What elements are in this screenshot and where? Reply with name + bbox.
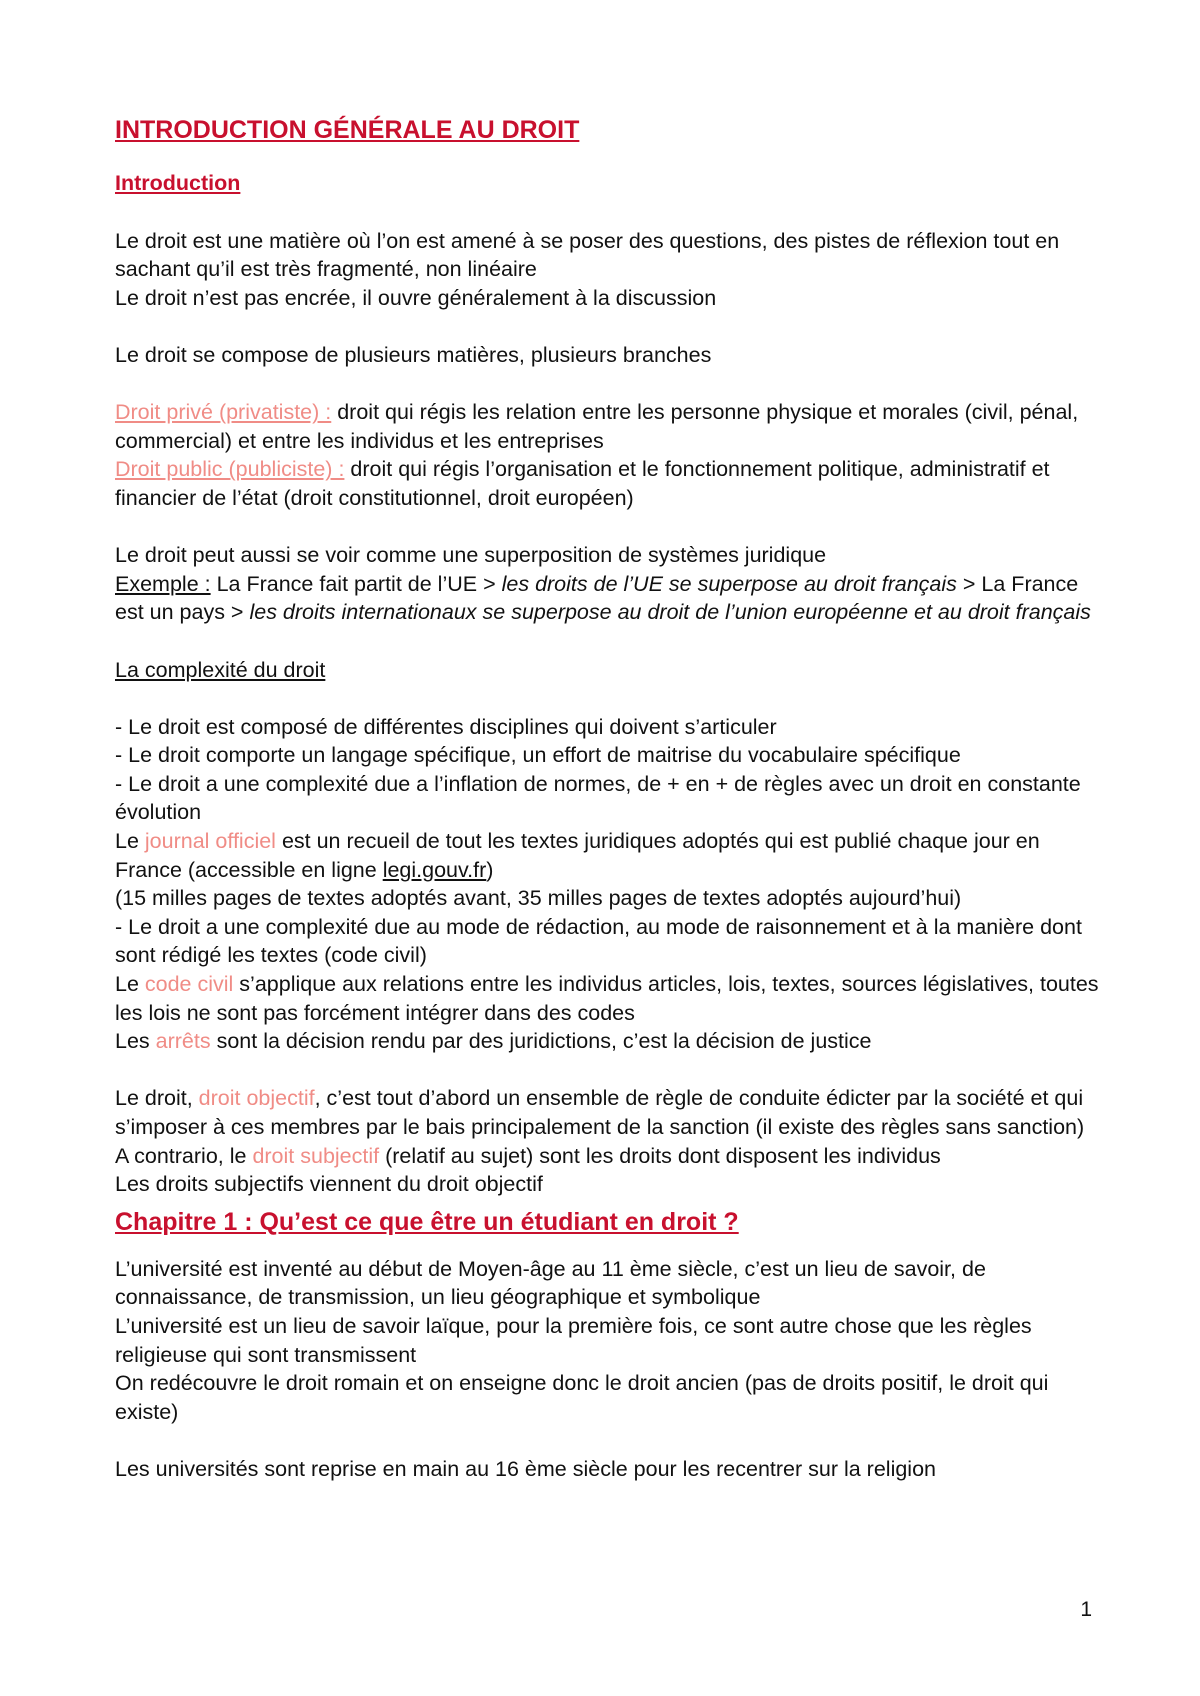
intro-paragraph-1: Le droit est une matière où l’on est amené à se poser des questions, des pistes de réflexion tout en sachant qu’il est très fragmenté, non linéaire [115,228,1060,282]
droit-prive-term: Droit privé (privatiste) : [115,400,332,425]
document-title: INTRODUCTION GÉNÉRALE AU DROIT [115,116,580,144]
jo-text-2: est un recueil de tout les textes juridiques adoptés qui est publié chaque jour en France (accessible en ligne [115,829,1040,882]
chapter-1-paragraph-3: On redécouvre le droit romain et on enseigne donc le droit ancien (pas de droits positif, le droit qui existe) [115,1371,1049,1424]
jo-text-1: Le [115,829,145,854]
droit-objectif-paragraph [115,1084,1105,1141]
exemple-label: Exemple : [115,571,211,596]
droits-subjectifs-line: Les droits subjectifs viennent du droit objectif [115,1172,543,1197]
droit-public-definition [115,455,1105,512]
ar-text-1: Les [115,1029,156,1054]
intro-paragraph-4: Le droit peut aussi se voir comme une superposition de systèmes juridique [115,543,827,568]
cc-text-2: s’applique aux relations entre les individus articles, lois, textes, sources législatives, toutes les lois ne sont pas forcément intégrer dans des codes [115,972,1099,1025]
ar-text-2: sont la décision rendu par des juridictions, c’est la décision de justice [210,1029,872,1054]
exemple-italic-1: les droits de l’UE se superpose au droit français [501,571,957,596]
document-body [115,110,1105,1484]
droit-public-term: Droit public (publiciste) : [115,457,345,482]
complexity-item-2: - Le droit comporte un langage spécifique, un effort de maitrise du vocabulaire spécifique [115,743,961,768]
cc-text-1: Le [115,972,145,997]
chapter-1-paragraph-1: L’université est inventé au début de Moyen-âge au 11 ème siècle, c’est un lieu de savoir, de connaissance, de transmission, un lieu géographique et symbolique [115,1256,986,1310]
journal-officiel-term: journal officiel [144,829,276,854]
exemple-paragraph [115,570,1105,627]
intro-heading: Introduction [115,171,241,195]
arrets-paragraph [115,1027,1105,1056]
page-number: 1 [1080,1598,1092,1621]
complexity-item-3: - Le droit a une complexité due a l’inflation de normes, de + en + de règles avec un droit en constante évolution [115,771,1081,825]
legi-gouv-link[interactable]: legi.gouv.fr [382,857,487,882]
droit-prive-definition [115,398,1105,455]
droit-public-text: droit qui régis l’organisation et le fonctionnement politique, administratif et financier de l’état (droit constitutionnel, droit européen) [115,457,1050,510]
intro-paragraph-2: Le droit n’est pas encrée, il ouvre généralement à la discussion [115,285,717,310]
code-civil-paragraph [115,970,1105,1027]
arrets-term: arrêts [155,1029,211,1054]
code-civil-term: code civil [144,972,234,997]
journal-officiel-paragraph [115,827,1105,884]
droit-subjectif-paragraph [115,1142,1105,1171]
complexity-item-1: - Le droit est composé de différentes disciplines qui doivent s’articuler [115,714,777,739]
droit-prive-text: droit qui régis les relation entre les personne physique et morales (civil, pénal, commercial) et entre les individus et les entreprises [115,400,1079,453]
chapter-1-paragraph-4: Les universités sont reprise en main au 16 ème siècle pour les recentrer sur la religion [115,1456,936,1481]
pages-count-line: (15 milles pages de textes adoptés avant, 35 milles pages de textes adoptés aujourd’hui) [115,886,962,911]
sub-text-1: A contrario, le [115,1143,253,1168]
intro-paragraph-3: Le droit se compose de plusieurs matières, plusieurs branches [115,342,712,367]
complexity-item-4: - Le droit a une complexité due au mode de rédaction, au mode de raisonnement et à la manière dont sont rédigé les textes (code civil) [115,914,1082,968]
chapter-1-paragraph-2: L’université est un lieu de savoir laïque, pour la première fois, ce sont autre chose que les règles religieuse qui sont transmissent [115,1313,1032,1367]
droit-objectif-term: droit objectif [198,1086,315,1111]
obj-text-2: , c’est tout d’abord un ensemble de règle de conduite édicter par la société et qui s’imposer à ces membres par le bais principalement de la sanction (il existe des règles sans sanction) [115,1086,1085,1139]
complexity-heading: La complexité du droit [115,657,326,682]
obj-text-1: Le droit, [115,1086,199,1111]
sub-text-2: (relatif au sujet) sont les droits dont disposent les individus [379,1143,941,1168]
chapter-1-heading: Chapitre 1 : Qu’est ce que être un étudiant en droit ? [115,1207,739,1236]
jo-text-3: ) [486,857,494,882]
droit-subjectif-term: droit subjectif [252,1143,380,1168]
exemple-text-2: > La France est un pays > [115,571,1079,625]
exemple-text-1: La France fait partit de l’UE > [210,571,502,596]
exemple-italic-2: les droits internationaux se superpose au droit de l’union européenne et au droit français [249,600,1091,625]
